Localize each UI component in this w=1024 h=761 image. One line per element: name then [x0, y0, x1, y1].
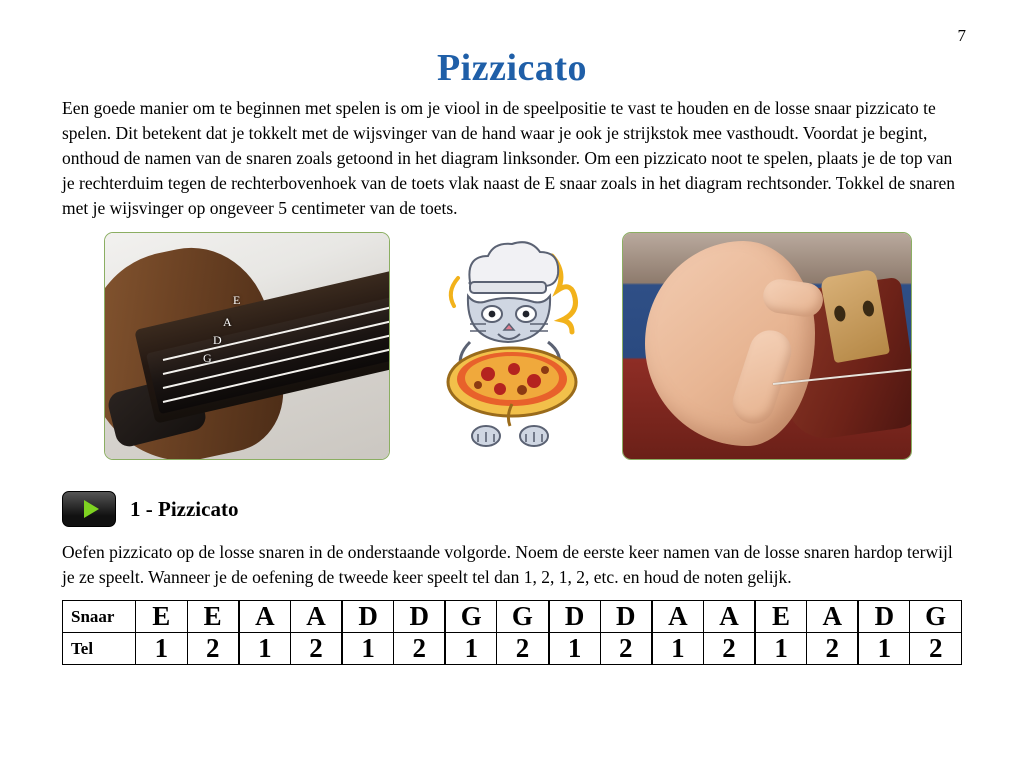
- table-cell-string: D: [394, 601, 446, 633]
- table-cell-count: 2: [703, 633, 755, 665]
- table-cell-count: 2: [290, 633, 342, 665]
- table-cell-count: 2: [394, 633, 446, 665]
- table-cell-string: A: [239, 601, 291, 633]
- table-cell-count: 1: [136, 633, 188, 665]
- table-row-snaar: [63, 601, 962, 633]
- table-cell-count: 2: [807, 633, 859, 665]
- cat-pizza-svg: [422, 238, 602, 454]
- pizzicato-hand-photo: [622, 232, 912, 460]
- table-cell-string: A: [652, 601, 704, 633]
- row-label-snaar: Snaar: [63, 601, 136, 633]
- table-cell-count: 2: [187, 633, 239, 665]
- bridge-cutout-right: [862, 300, 876, 318]
- intro-paragraph: Een goede manier om te beginnen met spelen is om je viool in de speelpositie te vast te houden en de losse snaar pizzicato te spelen. Dit betekent dat je tokkelt met de wijsvinger van de hand waar je ook je strijkstok mee vasthoudt. Voordat je begint, onthoud de namen van de snaren zoals getoond in het diagram linksonder. Om een pizzicato noot te spelen, plaats je de top van je rechterduim tegen de rechterbovenhoek van de toets vlak naast de E snaar zoals in het diagram rechtsonder. Tokkel de snaren met je wijsvinger op ongeveer 5 centimeter van de toets.: [62, 98, 956, 218]
- row-label-tel: Tel: [63, 633, 136, 665]
- table-cell-string: E: [136, 601, 188, 633]
- bridge-cutout-left: [833, 305, 847, 323]
- table-cell-string: D: [600, 601, 652, 633]
- exercise-title: 1 - Pizzicato: [130, 496, 239, 521]
- table-cell-string: D: [549, 601, 601, 633]
- table-cell-string: D: [858, 601, 910, 633]
- string-label-e: E: [233, 293, 241, 307]
- table-cell-count: 1: [652, 633, 704, 665]
- play-icon[interactable]: [62, 491, 116, 527]
- string-label-d: D: [213, 333, 222, 347]
- table-cell-string: A: [807, 601, 859, 633]
- page-number: 7: [957, 26, 966, 45]
- string-label-a: A: [223, 315, 232, 329]
- table-cell-string: D: [342, 601, 394, 633]
- table-cell-string: G: [445, 601, 497, 633]
- string-label-g: G: [203, 351, 212, 365]
- table-cell-count: 2: [910, 633, 962, 665]
- cat-pizza-illustration: [422, 238, 602, 454]
- table-cell-count: 2: [497, 633, 549, 665]
- table-row-tel: [63, 633, 962, 665]
- table-cell-count: 1: [755, 633, 807, 665]
- violin-fingerboard-photo: [104, 232, 390, 460]
- table-cell-count: 1: [445, 633, 497, 665]
- exercise-table-wrapper: [62, 600, 962, 665]
- exercise-table: [62, 600, 962, 665]
- page-title: Pizzicato: [436, 47, 588, 89]
- table-cell-string: G: [910, 601, 962, 633]
- table-cell-string: E: [187, 601, 239, 633]
- play-triangle: [84, 500, 99, 518]
- table-cell-string: A: [703, 601, 755, 633]
- table-cell-count: 1: [239, 633, 291, 665]
- table-cell-string: G: [497, 601, 549, 633]
- table-cell-count: 1: [342, 633, 394, 665]
- table-cell-count: 1: [549, 633, 601, 665]
- figure-row: [62, 232, 962, 460]
- table-cell-string: E: [755, 601, 807, 633]
- table-cell-count: 2: [600, 633, 652, 665]
- exercise-header: [62, 492, 238, 526]
- exercise-description: Oefen pizzicato op de losse snaren in de onderstaande volgorde. Noem de eerste keer namen van de losse snaren hardop terwijl je ze speelt. Wanneer je de oefening de tweede keer speelt tel dan 1, 2, 1, 2, etc. en houd de noten gelijk.: [62, 542, 953, 587]
- table-cell-count: 1: [858, 633, 910, 665]
- table-cell-string: A: [290, 601, 342, 633]
